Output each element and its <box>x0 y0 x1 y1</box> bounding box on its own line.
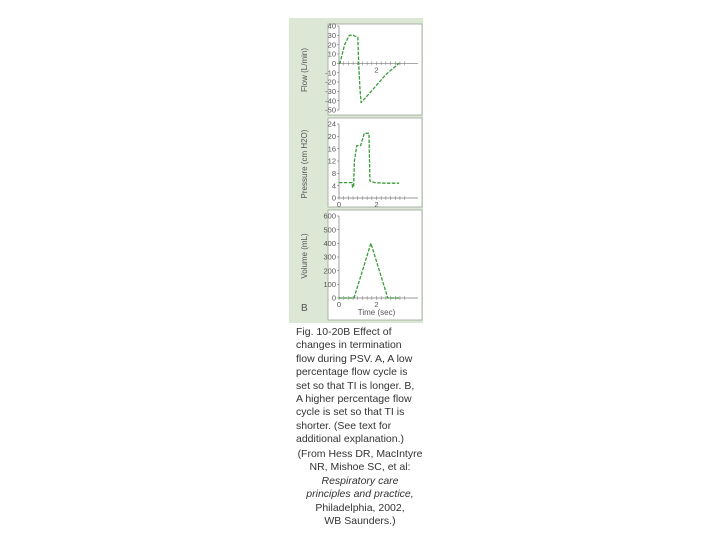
flow-y-tick-label: 30 <box>327 31 336 41</box>
flow-y-tick-label: 10 <box>327 49 336 59</box>
source-line: Respiratory care <box>321 474 399 487</box>
flow-y-tick-label: 40 <box>327 21 336 31</box>
figure-caption <box>296 326 436 447</box>
source-line: principles and practice, <box>306 488 414 501</box>
volume-x-tick-label: 0 <box>336 300 342 309</box>
volume-x-axis-label: Time (sec) <box>357 308 396 317</box>
source-line: NR, Mishoe SC, et al: <box>309 461 411 474</box>
flow-y-tick-label: -10 <box>325 68 336 78</box>
volume-y-tick-label: 200 <box>323 266 336 276</box>
pressure-y-tick-label: 12 <box>327 156 336 166</box>
source-line: Philadelphia, 2002, <box>315 501 405 514</box>
caption-line: set so that TI is longer. B, <box>296 379 415 392</box>
caption-line: shorter. (See text for <box>296 419 392 432</box>
flow-y-tick-label: -30 <box>325 87 336 97</box>
pressure-y-tick-label: 8 <box>331 169 336 179</box>
volume-y-tick-label: 300 <box>323 252 336 262</box>
flow-y-tick-label: 20 <box>327 40 336 50</box>
figure-source <box>290 448 430 528</box>
pressure-y-axis-label: Pressure (cm H2O) <box>300 129 309 199</box>
flow-y-tick-label: -40 <box>325 96 336 106</box>
caption-line: Fig. 10-20B Effect of <box>296 326 392 338</box>
flow-y-axis-label: Flow (L/min) <box>300 47 309 93</box>
caption-line: A higher percentage flow <box>296 393 412 406</box>
flow-y-tick-label: -20 <box>325 77 336 87</box>
volume-y-tick-label: 500 <box>323 225 336 235</box>
pressure-y-tick-label: 4 <box>331 181 336 191</box>
caption-line: additional explanation.) <box>296 433 404 446</box>
volume-y-tick-label: 100 <box>323 280 336 290</box>
pressure-y-tick-label: 0 <box>331 193 336 203</box>
source-line: WB Saunders.) <box>324 515 396 528</box>
pressure-y-tick-label: 16 <box>327 144 336 154</box>
caption-line: percentage flow cycle is <box>296 366 408 379</box>
pressure-y-tick-label: 24 <box>327 119 336 129</box>
volume-y-axis-label: Volume (mL) <box>300 233 309 279</box>
flow-y-tick-label: -50 <box>325 105 336 115</box>
panel-label: B <box>301 303 308 314</box>
pressure-y-tick-label: 20 <box>327 132 336 142</box>
source-line: (From Hess DR, MacIntyre <box>297 448 423 460</box>
caption-line: flow during PSV. A, A low <box>296 352 413 365</box>
flow-y-tick-label: 0 <box>331 59 336 69</box>
pressure-x-tick-label: 2 <box>374 200 379 209</box>
caption-line: changes in termination <box>296 339 402 352</box>
pressure-panel-frame <box>328 118 422 207</box>
volume-y-tick-label: 600 <box>323 211 336 221</box>
volume-y-tick-label: 400 <box>323 239 336 249</box>
caption-line: cycle is set so that TI is <box>296 406 405 419</box>
respiratory-waveform-figure <box>289 18 423 323</box>
pressure-x-tick-label: 0 <box>336 200 342 209</box>
volume-y-tick-label: 0 <box>331 293 336 303</box>
volume-x-tick-label: 2 <box>374 300 379 309</box>
flow-x-tick-label: 2 <box>374 65 379 75</box>
